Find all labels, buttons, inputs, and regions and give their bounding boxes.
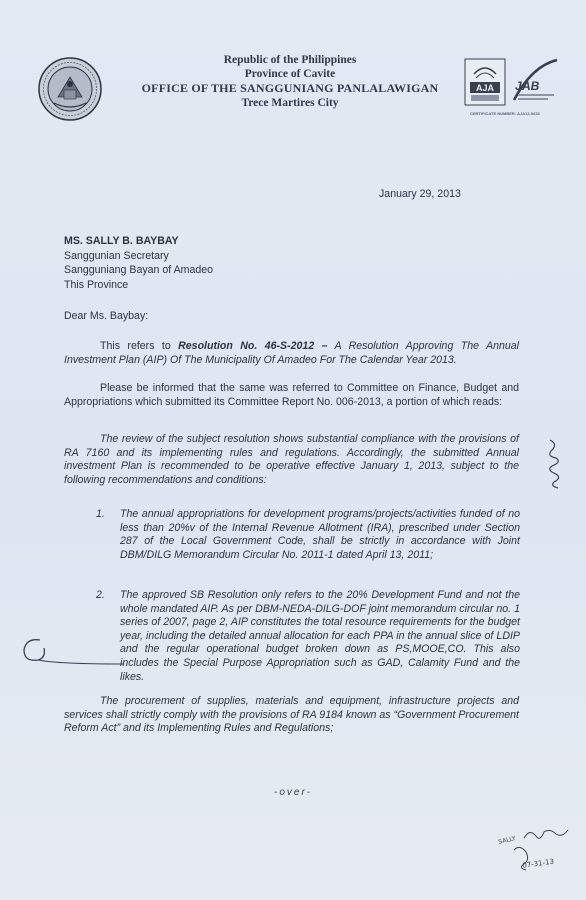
condition-item-1 — [96, 508, 520, 562]
condition-text: The approved SB Resolution only refers to the 20% Development Fund and not the whole mandated AIP. As per DBM-NEDA-DILG-DOF joint memorandum circular no. 1 series of 2007, page 2, AIP constitutes the total resource requirements for the budget year, including the detailed annual allocation for each PPA in the annual slice of LDIP and the regular operational budget broken down as PS,MOOE,CO. This also includes the Special Purpose Appropriation such as GAD, Calamity Fund and the likes. — [120, 589, 520, 683]
condition-item-2 — [96, 589, 520, 684]
aja-logo-text: AJA — [475, 83, 495, 93]
margin-bracket-mark — [18, 634, 128, 670]
condition-number: 2. — [96, 589, 105, 601]
certificate-number: CERTIFICATE NUMBER: AJA12-0026 — [470, 111, 540, 116]
letterhead — [120, 53, 460, 110]
paragraph-referral-text: Please be informed that the same was referred to Committee on Finance, Budget and Appropriations which submitted its Committee Report No. 006-2013, a portion of which reads: — [64, 382, 519, 408]
paragraph-committee-report-text: The review of the subject resolution shows substantial compliance with the provisions of RA 7160 and its implementing rules and regulations. Accordingly, the submitted Annual investment Plan is recommended to be operative effective January 1, 2013, subject to the following recommendations and conditions: — [64, 433, 519, 486]
letter-date: January 29, 2013 — [379, 188, 461, 200]
addressee-name: MS. SALLY B. BAYBAY — [64, 235, 179, 247]
certification-logos — [462, 56, 562, 118]
condition-text: The annual appropriations for development programs/projects/activities funded of no less than 20%v of the Internal Revenue Allotment (IRA), prescribed under Section 287 of the Local Government Code, shall be strictly in accordance with Joint DBM/DILG Memorandum Circular No. 2011-1 dated April 13, 2011; — [120, 508, 520, 561]
paragraph-committee-report — [64, 433, 519, 487]
header-line-1: Republic of the Philippines — [223, 54, 357, 66]
salutation: Dear Ms. Baybay: — [64, 310, 149, 322]
addressee-title: Sanggunian Secretary — [64, 249, 169, 262]
continued-over-label: -over- — [274, 787, 312, 798]
paragraph-referral — [64, 382, 519, 409]
received-signature-mark — [496, 826, 572, 876]
margin-initials-mark — [544, 436, 566, 492]
paragraph-procurement — [64, 695, 519, 736]
svg-text:07-31-13: 07-31-13 — [521, 857, 555, 870]
condition-number: 1. — [96, 508, 105, 520]
svg-text:SALLY: SALLY — [497, 835, 517, 846]
addressee-location: This Province — [64, 278, 129, 291]
resolution-title: A Resolution Approving The Annual Investment Plan (AIP) Of The Municipality Of Amadeo For The Calendar Year 2013. — [64, 340, 519, 366]
header-line-4: Trece Martires City — [241, 97, 339, 109]
paragraph-reference — [64, 340, 519, 367]
jab-logo-text: AB — [522, 79, 540, 93]
resolution-number: Resolution No. 46-S-2012 – — [178, 340, 328, 352]
addressee-block — [64, 234, 213, 292]
provincial-seal-icon — [38, 57, 102, 121]
reference-intro: This refers to — [100, 340, 179, 352]
header-office-title: OFFICE OF THE SANGGUNIANG PANLALAWIGAN — [141, 81, 439, 95]
paragraph-procurement-text: The procurement of supplies, materials and equipment, infrastructure projects and services shall strictly comply with the provisions of RA 9184 known as “Government Procurement Reform Act” and its Implementing Rules and Regulations; — [64, 695, 519, 735]
addressee-office: Sangguniang Bayan of Amadeo — [64, 264, 214, 276]
header-line-2: Province of Cavite — [244, 68, 336, 80]
svg-text:J: J — [515, 79, 522, 93]
